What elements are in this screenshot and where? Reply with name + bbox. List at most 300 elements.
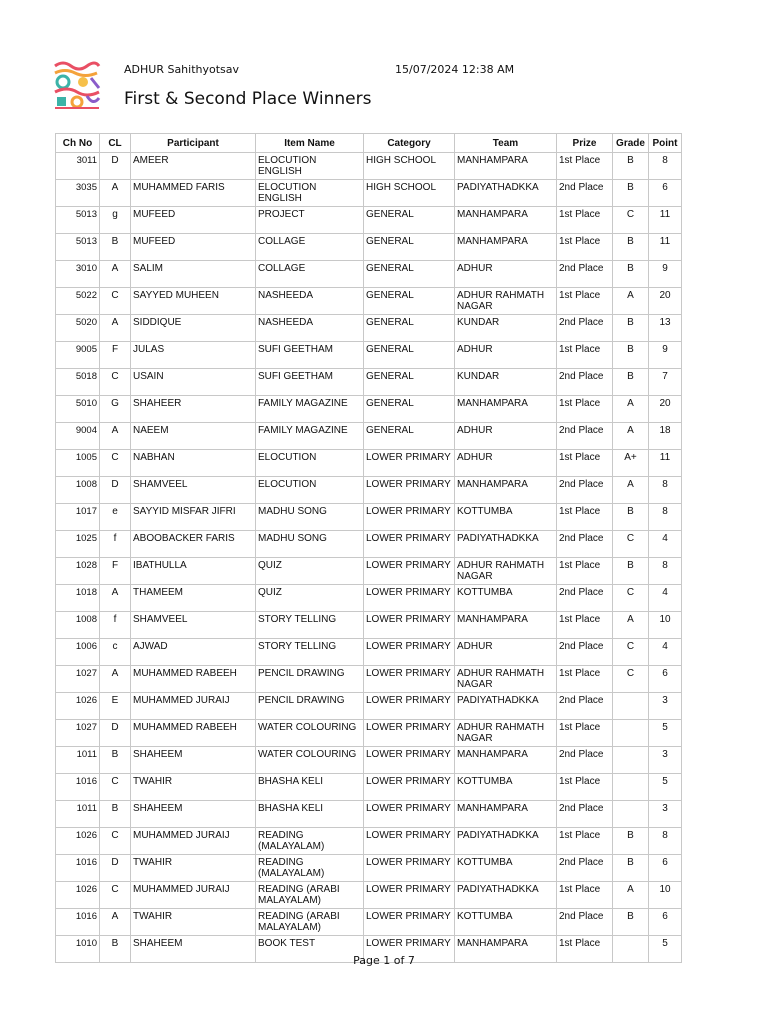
cell-ch-no: 5013 [56, 234, 100, 261]
cell-point: 6 [649, 180, 682, 207]
cell-grade: B [613, 504, 649, 531]
cell-ch-no: 1006 [56, 639, 100, 666]
cell-cl: c [100, 639, 131, 666]
cell-prize: 2nd Place [557, 369, 613, 396]
cell-team: MANHAMPARA [455, 477, 557, 504]
table-row [56, 423, 682, 450]
cell-ch-no: 1026 [56, 882, 100, 909]
cell-grade: B [613, 315, 649, 342]
cell-item-name: ELOCUTION ENGLISH [256, 153, 364, 180]
cell-team: KUNDAR [455, 315, 557, 342]
cell-item-name: ELOCUTION [256, 450, 364, 477]
cell-participant: SHAHEEM [131, 936, 256, 963]
cell-category: GENERAL [364, 315, 455, 342]
cell-participant: SHAHEER [131, 396, 256, 423]
cell-item-name: READING (MALAYALAM) [256, 855, 364, 882]
cell-ch-no: 1011 [56, 747, 100, 774]
cell-participant: MUHAMMED JURAIJ [131, 882, 256, 909]
column-header-point: Point [649, 134, 682, 153]
cell-team: MANHAMPARA [455, 153, 557, 180]
cell-team: ADHUR [455, 639, 557, 666]
cell-ch-no: 1016 [56, 855, 100, 882]
cell-category: LOWER PRIMARY [364, 693, 455, 720]
table-row [56, 396, 682, 423]
cell-ch-no: 5022 [56, 288, 100, 315]
cell-prize: 2nd Place [557, 747, 613, 774]
cell-prize: 1st Place [557, 153, 613, 180]
cell-team: KOTTUMBA [455, 504, 557, 531]
cell-participant: SAYYID MISFAR JIFRI [131, 504, 256, 531]
cell-item-name: STORY TELLING [256, 612, 364, 639]
cell-participant: MUHAMMED JURAIJ [131, 828, 256, 855]
cell-participant: NABHAN [131, 450, 256, 477]
cell-category: GENERAL [364, 288, 455, 315]
table-row [56, 774, 682, 801]
cell-participant: MUHAMMED FARIS [131, 180, 256, 207]
cell-category: GENERAL [364, 369, 455, 396]
cell-item-name: FAMILY MAGAZINE [256, 396, 364, 423]
cell-grade: C [613, 585, 649, 612]
cell-prize: 2nd Place [557, 801, 613, 828]
table-row [56, 369, 682, 396]
cell-ch-no: 3035 [56, 180, 100, 207]
cell-prize: 1st Place [557, 936, 613, 963]
table-row [56, 855, 682, 882]
cell-category: LOWER PRIMARY [364, 612, 455, 639]
cell-ch-no: 9004 [56, 423, 100, 450]
cell-team: PADIYATHADKKA [455, 180, 557, 207]
cell-category: LOWER PRIMARY [364, 936, 455, 963]
cell-point: 4 [649, 531, 682, 558]
cell-ch-no: 1016 [56, 774, 100, 801]
cell-grade: B [613, 153, 649, 180]
cell-point: 4 [649, 639, 682, 666]
cell-cl: E [100, 693, 131, 720]
cell-ch-no: 1008 [56, 612, 100, 639]
cell-grade: A+ [613, 450, 649, 477]
cell-team: KOTTUMBA [455, 585, 557, 612]
cell-prize: 2nd Place [557, 477, 613, 504]
cell-cl: f [100, 612, 131, 639]
cell-category: LOWER PRIMARY [364, 855, 455, 882]
cell-grade: C [613, 531, 649, 558]
cell-item-name: PENCIL DRAWING [256, 666, 364, 693]
cell-category: LOWER PRIMARY [364, 828, 455, 855]
cell-cl: B [100, 234, 131, 261]
cell-cl: C [100, 450, 131, 477]
cell-participant: TWAHIR [131, 774, 256, 801]
cell-ch-no: 5013 [56, 207, 100, 234]
column-header-prize: Prize [557, 134, 613, 153]
table-row [56, 612, 682, 639]
cell-point: 20 [649, 396, 682, 423]
cell-team: MANHAMPARA [455, 936, 557, 963]
cell-team: ADHUR [455, 261, 557, 288]
cell-item-name: BOOK TEST [256, 936, 364, 963]
cell-point: 8 [649, 477, 682, 504]
sahithyotsav-logo-icon [53, 60, 101, 110]
cell-cl: B [100, 801, 131, 828]
cell-item-name: MADHU SONG [256, 504, 364, 531]
cell-team: MANHAMPARA [455, 396, 557, 423]
cell-participant: USAIN [131, 369, 256, 396]
cell-item-name: READING (ARABI MALAYALAM) [256, 882, 364, 909]
cell-grade: A [613, 882, 649, 909]
cell-point: 5 [649, 774, 682, 801]
table-row [56, 153, 682, 180]
table-row [56, 720, 682, 747]
cell-cl: B [100, 747, 131, 774]
cell-ch-no: 1008 [56, 477, 100, 504]
cell-participant: IBATHULLA [131, 558, 256, 585]
cell-category: HIGH SCHOOL [364, 180, 455, 207]
cell-prize: 2nd Place [557, 261, 613, 288]
cell-team: KOTTUMBA [455, 774, 557, 801]
cell-point: 5 [649, 720, 682, 747]
cell-item-name: COLLAGE [256, 261, 364, 288]
winners-table [55, 133, 682, 963]
cell-grade: A [613, 396, 649, 423]
cell-point: 10 [649, 882, 682, 909]
cell-ch-no: 1025 [56, 531, 100, 558]
cell-ch-no: 1017 [56, 504, 100, 531]
cell-cl: C [100, 828, 131, 855]
cell-category: GENERAL [364, 396, 455, 423]
cell-team: ADHUR [455, 342, 557, 369]
cell-team: KUNDAR [455, 369, 557, 396]
cell-item-name: NASHEEDA [256, 288, 364, 315]
cell-cl: f [100, 531, 131, 558]
cell-point: 20 [649, 288, 682, 315]
column-header-ch-no: Ch No [56, 134, 100, 153]
cell-prize: 1st Place [557, 207, 613, 234]
table-row [56, 342, 682, 369]
cell-ch-no: 3011 [56, 153, 100, 180]
table-row [56, 828, 682, 855]
cell-participant: SAYYED MUHEEN [131, 288, 256, 315]
cell-participant: MUHAMMED RABEEH [131, 666, 256, 693]
page-number: Page 1 of 7 [353, 954, 415, 967]
cell-team: ADHUR [455, 450, 557, 477]
cell-participant: SHAMVEEL [131, 612, 256, 639]
cell-point: 8 [649, 828, 682, 855]
column-header-participant: Participant [131, 134, 256, 153]
cell-prize: 1st Place [557, 450, 613, 477]
cell-cl: G [100, 396, 131, 423]
cell-grade: A [613, 612, 649, 639]
table-row [56, 909, 682, 936]
cell-point: 4 [649, 585, 682, 612]
cell-participant: SHAMVEEL [131, 477, 256, 504]
cell-category: HIGH SCHOOL [364, 153, 455, 180]
table-row [56, 315, 682, 342]
cell-grade: B [613, 342, 649, 369]
page-title: First & Second Place Winners [124, 89, 372, 109]
cell-prize: 2nd Place [557, 855, 613, 882]
cell-item-name: COLLAGE [256, 234, 364, 261]
cell-cl: A [100, 180, 131, 207]
cell-prize: 1st Place [557, 396, 613, 423]
cell-item-name: ELOCUTION [256, 477, 364, 504]
cell-participant: AMEER [131, 153, 256, 180]
cell-prize: 2nd Place [557, 585, 613, 612]
cell-prize: 1st Place [557, 720, 613, 747]
cell-cl: A [100, 261, 131, 288]
cell-ch-no: 3010 [56, 261, 100, 288]
cell-point: 11 [649, 450, 682, 477]
cell-point: 11 [649, 207, 682, 234]
cell-item-name: READING (MALAYALAM) [256, 828, 364, 855]
cell-cl: A [100, 315, 131, 342]
cell-grade: B [613, 909, 649, 936]
cell-grade [613, 774, 649, 801]
cell-prize: 1st Place [557, 666, 613, 693]
cell-cl: D [100, 855, 131, 882]
cell-cl: C [100, 882, 131, 909]
cell-item-name: NASHEEDA [256, 315, 364, 342]
cell-point: 9 [649, 261, 682, 288]
cell-category: LOWER PRIMARY [364, 774, 455, 801]
cell-category: LOWER PRIMARY [364, 720, 455, 747]
cell-item-name: BHASHA KELI [256, 801, 364, 828]
cell-prize: 1st Place [557, 882, 613, 909]
cell-point: 13 [649, 315, 682, 342]
table-row [56, 288, 682, 315]
cell-category: LOWER PRIMARY [364, 477, 455, 504]
cell-point: 18 [649, 423, 682, 450]
cell-prize: 2nd Place [557, 180, 613, 207]
table-row [56, 234, 682, 261]
cell-team: PADIYATHADKKA [455, 693, 557, 720]
cell-cl: D [100, 720, 131, 747]
cell-point: 8 [649, 153, 682, 180]
table-row [56, 585, 682, 612]
cell-team: PADIYATHADKKA [455, 531, 557, 558]
cell-prize: 1st Place [557, 342, 613, 369]
cell-item-name: ELOCUTION ENGLISH [256, 180, 364, 207]
cell-ch-no: 1027 [56, 720, 100, 747]
cell-grade: A [613, 423, 649, 450]
cell-ch-no: 1010 [56, 936, 100, 963]
cell-participant: NAEEM [131, 423, 256, 450]
cell-item-name: QUIZ [256, 558, 364, 585]
cell-category: GENERAL [364, 342, 455, 369]
cell-item-name: PENCIL DRAWING [256, 693, 364, 720]
cell-team: PADIYATHADKKA [455, 828, 557, 855]
cell-team: KOTTUMBA [455, 855, 557, 882]
cell-participant: SIDDIQUE [131, 315, 256, 342]
cell-item-name: WATER COLOURING [256, 720, 364, 747]
table-row [56, 639, 682, 666]
cell-grade: C [613, 639, 649, 666]
cell-point: 6 [649, 855, 682, 882]
cell-ch-no: 1011 [56, 801, 100, 828]
cell-cl: A [100, 423, 131, 450]
cell-item-name: SUFI GEETHAM [256, 369, 364, 396]
cell-category: LOWER PRIMARY [364, 450, 455, 477]
cell-ch-no: 9005 [56, 342, 100, 369]
cell-item-name: FAMILY MAGAZINE [256, 423, 364, 450]
cell-category: LOWER PRIMARY [364, 531, 455, 558]
cell-participant: MUHAMMED RABEEH [131, 720, 256, 747]
cell-category: LOWER PRIMARY [364, 747, 455, 774]
cell-item-name: WATER COLOURING [256, 747, 364, 774]
table-row [56, 531, 682, 558]
cell-participant: MUHAMMED JURAIJ [131, 693, 256, 720]
cell-point: 6 [649, 666, 682, 693]
cell-team: MANHAMPARA [455, 747, 557, 774]
cell-ch-no: 5018 [56, 369, 100, 396]
cell-participant: SHAHEEM [131, 801, 256, 828]
cell-grade: B [613, 234, 649, 261]
cell-cl: D [100, 477, 131, 504]
column-header-grade: Grade [613, 134, 649, 153]
cell-ch-no: 1026 [56, 828, 100, 855]
table-row [56, 882, 682, 909]
cell-item-name: MADHU SONG [256, 531, 364, 558]
cell-team: KOTTUMBA [455, 909, 557, 936]
table-row [56, 558, 682, 585]
column-header-team: Team [455, 134, 557, 153]
cell-grade [613, 693, 649, 720]
cell-category: LOWER PRIMARY [364, 666, 455, 693]
cell-participant: SALIM [131, 261, 256, 288]
cell-ch-no: 1016 [56, 909, 100, 936]
cell-category: GENERAL [364, 261, 455, 288]
table-row [56, 261, 682, 288]
cell-participant: JULAS [131, 342, 256, 369]
cell-prize: 1st Place [557, 828, 613, 855]
cell-team: MANHAMPARA [455, 801, 557, 828]
cell-team: ADHUR RAHMATH NAGAR [455, 720, 557, 747]
cell-participant: MUFEED [131, 207, 256, 234]
cell-cl: A [100, 585, 131, 612]
cell-prize: 1st Place [557, 504, 613, 531]
cell-point: 9 [649, 342, 682, 369]
cell-category: LOWER PRIMARY [364, 504, 455, 531]
cell-prize: 2nd Place [557, 531, 613, 558]
cell-grade: C [613, 207, 649, 234]
cell-cl: F [100, 558, 131, 585]
cell-participant: TWAHIR [131, 855, 256, 882]
cell-prize: 2nd Place [557, 639, 613, 666]
cell-cl: g [100, 207, 131, 234]
table-row [56, 801, 682, 828]
cell-grade: B [613, 558, 649, 585]
cell-cl: C [100, 369, 131, 396]
cell-team: ADHUR RAHMATH NAGAR [455, 288, 557, 315]
cell-cl: C [100, 288, 131, 315]
cell-category: LOWER PRIMARY [364, 882, 455, 909]
cell-team: ADHUR [455, 423, 557, 450]
cell-point: 8 [649, 558, 682, 585]
cell-point: 3 [649, 801, 682, 828]
cell-item-name: BHASHA KELI [256, 774, 364, 801]
cell-participant: MUFEED [131, 234, 256, 261]
cell-category: GENERAL [364, 234, 455, 261]
organization-name: ADHUR Sahithyotsav [124, 63, 240, 76]
cell-team: MANHAMPARA [455, 234, 557, 261]
cell-grade: B [613, 855, 649, 882]
cell-grade: B [613, 369, 649, 396]
table-row [56, 450, 682, 477]
cell-category: LOWER PRIMARY [364, 585, 455, 612]
cell-prize: 2nd Place [557, 693, 613, 720]
column-header-item-name: Item Name [256, 134, 364, 153]
cell-cl: D [100, 153, 131, 180]
cell-point: 3 [649, 693, 682, 720]
cell-cl: A [100, 666, 131, 693]
cell-team: MANHAMPARA [455, 207, 557, 234]
cell-team: PADIYATHADKKA [455, 882, 557, 909]
cell-grade: B [613, 828, 649, 855]
cell-prize: 2nd Place [557, 909, 613, 936]
cell-participant: AJWAD [131, 639, 256, 666]
table-row [56, 180, 682, 207]
cell-category: GENERAL [364, 207, 455, 234]
cell-ch-no: 5010 [56, 396, 100, 423]
cell-point: 3 [649, 747, 682, 774]
cell-item-name: STORY TELLING [256, 639, 364, 666]
column-header-category: Category [364, 134, 455, 153]
cell-cl: e [100, 504, 131, 531]
cell-category: LOWER PRIMARY [364, 909, 455, 936]
cell-point: 11 [649, 234, 682, 261]
cell-item-name: QUIZ [256, 585, 364, 612]
cell-grade [613, 801, 649, 828]
cell-item-name: SUFI GEETHAM [256, 342, 364, 369]
column-header-cl: CL [100, 134, 131, 153]
table-body [56, 153, 682, 963]
cell-prize: 1st Place [557, 234, 613, 261]
cell-participant: THAMEEM [131, 585, 256, 612]
cell-participant: ABOOBACKER FARIS [131, 531, 256, 558]
cell-team: ADHUR RAHMATH NAGAR [455, 558, 557, 585]
cell-team: ADHUR RAHMATH NAGAR [455, 666, 557, 693]
table-row [56, 477, 682, 504]
cell-prize: 1st Place [557, 612, 613, 639]
cell-point: 8 [649, 504, 682, 531]
cell-category: LOWER PRIMARY [364, 639, 455, 666]
cell-grade [613, 747, 649, 774]
cell-team: MANHAMPARA [455, 612, 557, 639]
table-row [56, 504, 682, 531]
cell-prize: 2nd Place [557, 423, 613, 450]
cell-prize: 2nd Place [557, 315, 613, 342]
cell-participant: SHAHEEM [131, 747, 256, 774]
table-header-row [56, 134, 682, 153]
cell-cl: B [100, 936, 131, 963]
table-row [56, 693, 682, 720]
cell-grade: B [613, 180, 649, 207]
cell-item-name: PROJECT [256, 207, 364, 234]
cell-cl: C [100, 774, 131, 801]
report-datetime: 15/07/2024 12:38 AM [395, 63, 515, 76]
cell-prize: 1st Place [557, 288, 613, 315]
table-row [56, 207, 682, 234]
cell-prize: 1st Place [557, 774, 613, 801]
cell-ch-no: 1027 [56, 666, 100, 693]
cell-grade [613, 720, 649, 747]
cell-category: LOWER PRIMARY [364, 801, 455, 828]
cell-grade: A [613, 288, 649, 315]
cell-point: 6 [649, 909, 682, 936]
table-row [56, 747, 682, 774]
cell-ch-no: 1026 [56, 693, 100, 720]
cell-point: 5 [649, 936, 682, 963]
cell-point: 7 [649, 369, 682, 396]
cell-participant: TWAHIR [131, 909, 256, 936]
